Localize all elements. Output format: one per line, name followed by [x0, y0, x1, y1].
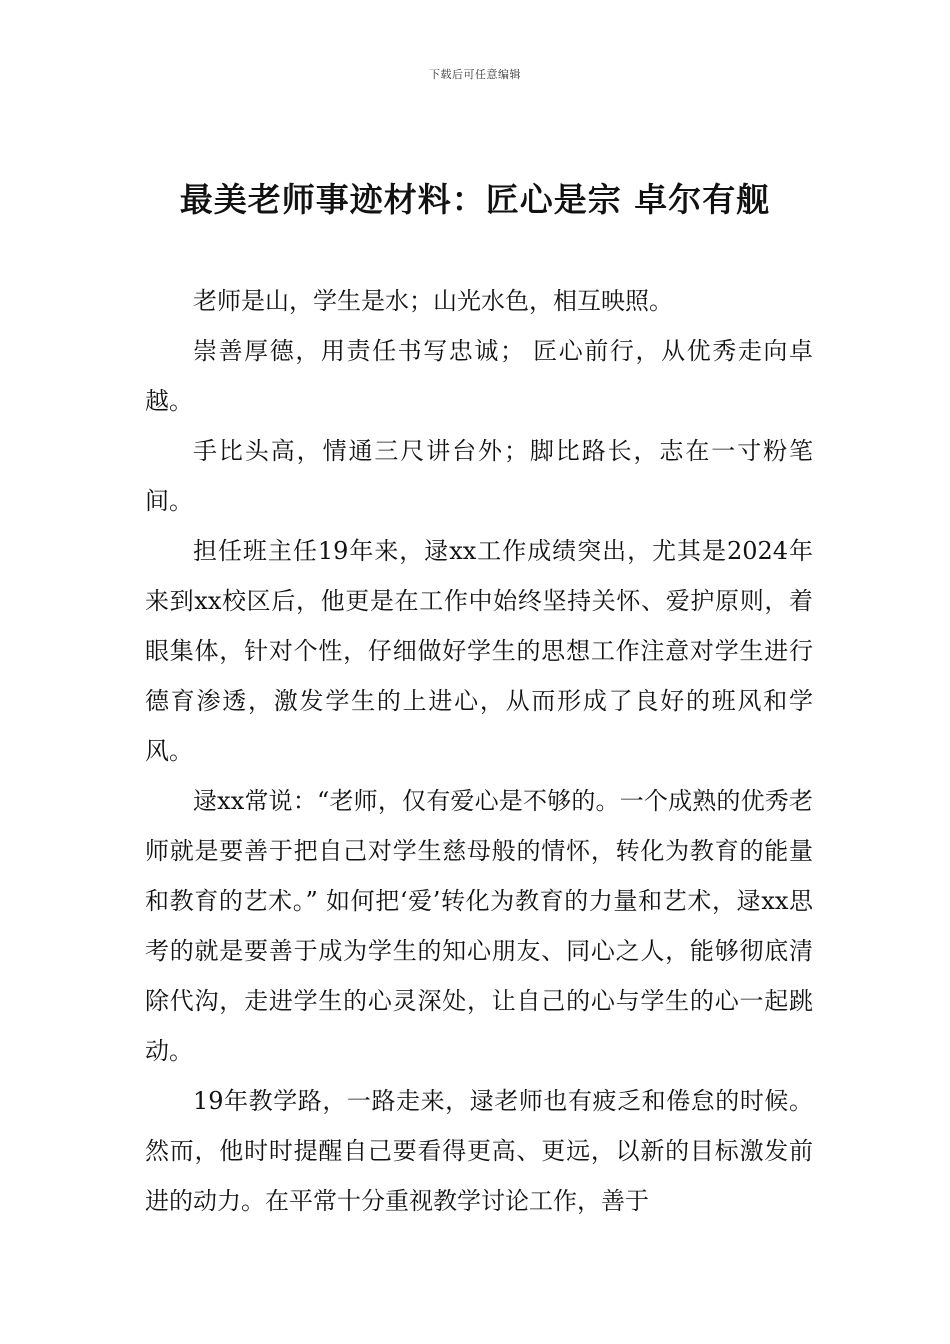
paragraph: 担任班主任19年来，逯xx工作成绩突出，尤其是2024年来到xx校区后，他更是在工作中始终坚持关怀、爱护原则，着眼集体，针对个性，仔细做好学生的思想工作注意对学生进行德育渗透，激发学生的上进心，从而形成了良好的班风和学风。 — [145, 537, 813, 765]
document-title: 最美老师事迹材料：匠心是宗 卓尔有舰 — [179, 180, 771, 219]
paragraph: 手比头高，情通三尺讲台外；脚比路长，志在一寸粉笔间。 — [145, 437, 813, 515]
paragraph: 逯xx常说：“老师，仅有爱心是不够的。一个成熟的优秀老师就是要善于把自己对学生慈母般的情怀，转化为教育的能量和教育的艺术。” 如何把‘爱’转化为教育的力量和艺术，逯xx思考的就是要善于成为学生的知心朋友、同心之人，能够彻底清除代沟，走进学生的心灵深处，让自己的心与学生的心一起跳动。 — [145, 787, 813, 1065]
header-note: 下载后可任意编辑 — [429, 68, 521, 81]
document-body — [145, 276, 813, 1226]
paragraph: 19年教学路，一路走来，逯老师也有疲乏和倦怠的时候。然而，他时时提醒自己要看得更高、更远，以新的目标激发前进的动力。在平常十分重视教学讨论工作，善于 — [145, 1087, 813, 1215]
paragraph: 老师是山，学生是水；山光水色，相互映照。 — [193, 287, 673, 315]
paragraph: 崇善厚德，用责任书写忠诚； 匠心前行，从优秀走向卓越。 — [145, 337, 813, 415]
